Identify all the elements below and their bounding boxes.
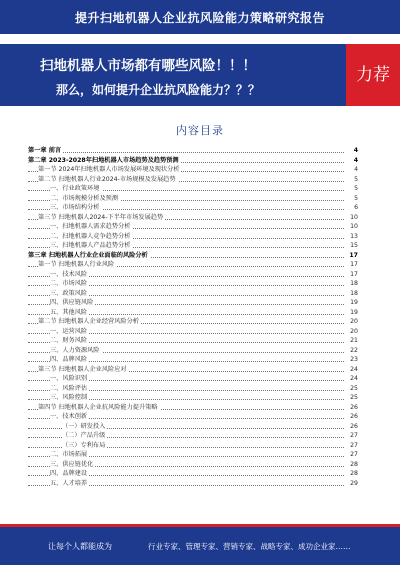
toc-entry-text: 第四节 扫地机器人企业抗风险能力提升策略 [38,403,158,411]
toc-page-number: 25 [346,384,358,394]
toc-page-number: 25 [346,393,358,403]
toc-entry-text: （三）专利布局 [62,441,106,449]
toc-row[interactable] [28,441,358,451]
toc-page-number: 17 [346,270,358,280]
toc-row[interactable] [28,403,358,413]
toc-entry-text: 一、扫地机器人需求趋势分析 [50,223,131,230]
toc-entry-text: 五、人才培养 [50,479,88,487]
toc-row[interactable] [28,260,358,270]
toc-page-number: 6 [346,203,358,213]
toc-row[interactable] [28,469,358,479]
toc-entry-text: 第三节 扫地机器人2024-下半年市场发展趋势 [38,213,164,221]
toc-entry-text: 二、财务风险 [50,337,88,344]
toc-row[interactable] [28,393,358,403]
toc-entry-text: 第一章 前言 [28,147,62,154]
toc-row[interactable] [28,365,358,375]
footer-tags: 行业专家、管理专家、营销专家、战略专家、成功企业家…… [148,542,351,551]
toc-row[interactable] [28,336,358,346]
toc-row[interactable] [28,298,358,308]
toc-row[interactable] [28,222,358,232]
toc-row[interactable] [28,317,358,327]
toc-page-number: 27 [346,441,358,451]
toc-row[interactable] [28,194,358,204]
toc-page-number: 28 [346,460,358,470]
toc-entry-text: 三、市场结构分析 [50,204,100,211]
toc-entry-text: 第三节 扫地机器人企业风险应对 [38,365,127,373]
table-of-contents [28,146,358,488]
toc-row[interactable] [28,184,358,194]
toc-row[interactable] [28,431,358,441]
toc-page-number: 5 [346,175,358,185]
toc-page-number: 18 [346,289,358,299]
toc-row[interactable] [28,241,358,251]
report-title: 提升扫地机器人企业抗风险能力策略研究报告 [74,11,325,25]
toc-page-number: 26 [346,412,358,422]
toc-entry-text: 第一节 扫地机器人行业风险 [38,261,115,268]
toc-entry-text: 四、供应链风险 [50,299,94,306]
toc-row[interactable] [28,203,358,213]
toc-entry-text: 三、人力资源风险 [50,346,100,354]
toc-row[interactable] [28,422,358,432]
toc-row[interactable] [28,412,358,422]
footer-slogan: 让每个人都能成为 [48,542,112,551]
toc-entry-text: 二、市场拓展 [50,451,88,458]
toc-row[interactable] [28,327,358,337]
toc-page-number: 29 [346,479,358,489]
toc-row[interactable] [28,289,358,299]
toc-page-number: 26 [346,403,358,413]
toc-entry-text: 二、市场规模分析及预测 [50,194,119,202]
toc-row[interactable] [28,213,358,223]
toc-page-number: 27 [346,431,358,441]
toc-entry-text: 二、扫地机器人竞争趋势分析 [50,232,131,240]
toc-page-number: 10 [346,213,358,223]
toc-page-number: 4 [346,156,358,166]
toc-row[interactable] [28,279,358,289]
toc-page-number: 19 [346,308,358,318]
toc-entry-text: 四、品牌风险 [50,356,88,363]
toc-row[interactable] [28,460,358,470]
footer-bar [0,527,400,565]
toc-entry-text: （二）产品升级 [62,432,106,439]
toc-title: 内容目录 [176,124,224,137]
toc-page-number: 17 [346,251,358,261]
toc-entry-text: 第三章 扫地机器人行业企业面临的风险分析 [28,251,148,259]
toc-entry-text: 四、品牌建设 [50,470,88,477]
toc-row[interactable] [28,175,358,185]
toc-entry-text: 二、风险评估 [50,384,88,392]
recommend-badge: 力荐 [346,44,400,106]
toc-entry-text: （一）研发投入 [62,422,106,430]
toc-entry-text: 第一节 2024年扫地机器人市场发展环境及现状分析 [38,166,180,173]
toc-page-number: 18 [346,279,358,289]
toc-page-number: 26 [346,422,358,432]
toc-leader-dots [28,146,344,153]
toc-page-number: 13 [346,232,358,242]
toc-row[interactable] [28,450,358,460]
toc-page-number: 23 [346,355,358,365]
toc-entry-text: 一、行业政策环境 [50,185,100,192]
toc-entry-text: 一、风险识别 [50,375,88,382]
toc-page-number: 15 [346,241,358,251]
toc-row[interactable] [28,165,358,175]
toc-entry-text: 一、技术风险 [50,270,88,278]
toc-entry-text: 二、市场风险 [50,280,88,287]
toc-row[interactable] [28,251,358,261]
toc-page-number: 20 [346,327,358,337]
toc-row[interactable] [28,156,358,166]
banner-line-2: 那么，如何提升企业抗风险能力？？？ [56,83,261,97]
toc-page-number: 17 [346,260,358,270]
toc-row[interactable] [28,270,358,280]
toc-page-number: 4 [346,165,358,175]
toc-row[interactable] [28,232,358,242]
toc-page-number: 19 [346,298,358,308]
toc-page-number: 22 [346,346,358,356]
banner-line-1: 扫地机器人市场都有哪些风险！！！ [40,58,256,74]
toc-row[interactable] [28,355,358,365]
promo-banner [0,44,400,106]
toc-page-number: 28 [346,469,358,479]
top-header-bar [0,0,400,34]
toc-row[interactable] [28,308,358,318]
toc-row[interactable] [28,479,358,489]
toc-page-number: 5 [346,184,358,194]
toc-row[interactable] [28,384,358,394]
toc-page-number: 4 [346,146,358,156]
toc-row[interactable] [28,146,358,156]
toc-page-number: 5 [346,194,358,204]
toc-row[interactable] [28,374,358,384]
toc-entry-text: 第二节 扫地机器人企业经营风险分析 [38,318,139,325]
toc-entry-text: 第二章 2023-2028年扫地机器人市场趋势及趋势预测 [28,156,179,164]
toc-entry-text: 第二节 扫地机器人行业2024-市场规模及发展趋势 [38,175,176,183]
toc-entry-text: 三、供应链优化 [50,460,94,468]
toc-page-number: 24 [346,374,358,384]
toc-page-number: 10 [346,222,358,232]
toc-entry-text: 五、其他风险 [50,308,88,316]
toc-page-number: 24 [346,365,358,375]
toc-page-number: 20 [346,317,358,327]
toc-row[interactable] [28,346,358,356]
toc-entry-text: 一、运营风险 [50,327,88,335]
toc-entry-text: 三、政策风险 [50,289,88,297]
toc-entry-text: 三、风险控制 [50,394,88,401]
toc-page-number: 21 [346,336,358,346]
toc-page-number: 27 [346,450,358,460]
toc-entry-text: 一、技术创新 [50,413,88,420]
toc-entry-text: 三、扫地机器人产品趋势分析 [50,242,131,249]
